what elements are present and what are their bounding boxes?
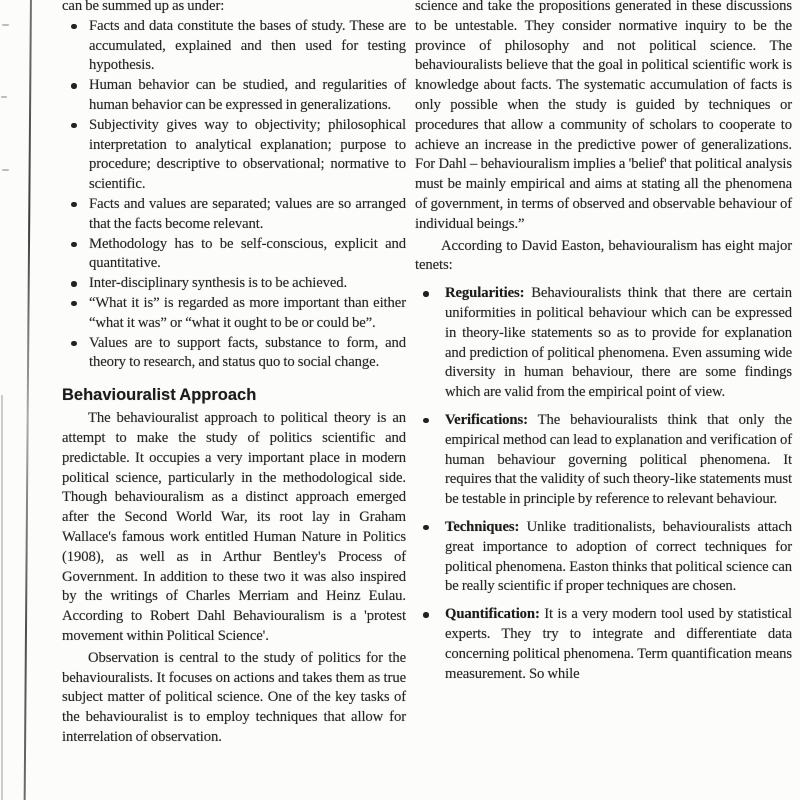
list-item bbox=[62, 235, 406, 275]
bullet-icon bbox=[71, 281, 77, 287]
tenet-text: Unlike traditionalists, behaviouralists attach great importance to adoption of correct techniques for political phenomena. Easton thinks that political science can be really scientific if proper techniques are chosen. bbox=[445, 518, 792, 595]
book-spine-scan-line bbox=[24, 0, 33, 800]
bullet-text: Facts and values are separated; values are so arranged that the facts become relevant. bbox=[89, 195, 406, 232]
list-item bbox=[62, 17, 406, 76]
bullet-text: Facts and data constitute the bases of study. These are accumulated, explained and then used for testing hypothesis. bbox=[89, 17, 406, 74]
list-item bbox=[62, 195, 406, 235]
summary-bullet-list bbox=[62, 17, 406, 373]
bullet-icon bbox=[71, 24, 77, 30]
tenet-term: Techniques: bbox=[445, 518, 520, 535]
list-item bbox=[415, 411, 792, 510]
tenet-term: Quantification: bbox=[445, 606, 540, 623]
intro-line: can be summed up as under: bbox=[62, 0, 225, 14]
bullet-icon bbox=[423, 525, 429, 531]
tenet-text: Behaviouralists think that there are certain uniformities in political behaviour which can be expressed in theory-like statements so as to provide for explanation and prediction of political phenomena. Even assuming wide diversity in human behaviour, there are some findings which are valid from the empirical point of view. bbox=[445, 285, 792, 401]
right-column bbox=[415, 0, 792, 684]
bullet-text: Methodology has to be self-conscious, explicit and quantitative. bbox=[89, 235, 406, 272]
body-paragraph: According to David Easton, behaviouralism has eight major tenets: bbox=[415, 237, 792, 274]
bullet-text: Human behavior can be studied, and regularities of human behavior can be expressed in generalizations. bbox=[89, 77, 406, 113]
scan-artifact-mark bbox=[2, 24, 9, 26]
body-paragraph: The behaviouralist approach to political theory is an attempt to make the study of politics scientific and predictable. It occupies a very important place in modern political science, particularly in the methodological side. Though behaviouralism as a distinct approach emerged after the Second World War, its root lay in Graham Wallace's famous work entitled Human Nature in Politics (1908), as well as in Arthur Bentley's Process of Government. In addition to these two it was also inspired by the writings of Charles Merriam and Heinz Eulau. According to Robert Dahl Behaviouralism is a 'protest movement within Political Science'. bbox=[62, 410, 406, 644]
tenet-text: The behaviouralists think that only the empirical method can lead to explanation and verification of human behaviour governing political phenomena. It requires that the validity of such theory-like statements must be testable in principle by reference to relevant behaviour. bbox=[445, 411, 792, 508]
bullet-icon bbox=[71, 123, 77, 129]
bullet-text: Values are to support facts, substance to form, and theory to research, and status quo to social change. bbox=[89, 334, 406, 371]
left-column bbox=[62, 0, 406, 748]
list-item bbox=[415, 284, 792, 403]
list-item bbox=[62, 116, 406, 195]
list-item bbox=[62, 274, 406, 294]
list-item bbox=[62, 294, 406, 334]
page-edge-scan-line bbox=[1, 395, 3, 800]
bullet-text: Inter-disciplinary synthesis is to be achieved. bbox=[89, 275, 348, 292]
tenet-term: Regularities: bbox=[445, 285, 525, 302]
bullet-icon bbox=[71, 341, 77, 347]
bullet-icon bbox=[71, 301, 77, 307]
scan-artifact-mark bbox=[1, 96, 7, 98]
bullet-icon bbox=[71, 202, 77, 208]
tenet-term: Verifications: bbox=[445, 411, 528, 428]
bullet-icon bbox=[71, 83, 77, 89]
tenets-bullet-list bbox=[415, 284, 792, 684]
bullet-text: Subjectivity gives way to objectivity; philosophical interpretation to analytical explanation; purpose to procedure; descriptive to observational; normative to scientific. bbox=[89, 116, 406, 193]
bullet-icon bbox=[423, 418, 429, 424]
bullet-icon bbox=[71, 242, 77, 248]
list-item bbox=[62, 334, 406, 374]
bullet-text: “What it is” is regarded as more important than either “what it was” or “what it ought to be or could be”. bbox=[89, 294, 406, 331]
scan-artifact-mark bbox=[2, 169, 9, 171]
list-item bbox=[62, 76, 406, 116]
body-paragraph: Observation is central to the study of politics for the behaviouralists. It focuses on actions and takes them as true subject matter of political science. One of the key tasks of the behaviouralist is to employ techniques that allow for interrelation of observation. bbox=[62, 649, 406, 745]
list-item bbox=[415, 518, 792, 597]
bullet-icon bbox=[423, 291, 429, 297]
tenet-text: It is a very modern tool used by statistical experts. They try to integrate and differentiate data concerning political phenomena. Term quantification means measurement. So while bbox=[445, 606, 792, 682]
section-heading: Behaviouralist Approach bbox=[62, 386, 257, 405]
body-paragraph: science and take the propositions generated in these discussions to be untestable. They consider normative inquiry to be the province of philosophy and not political science. The behaviouralists believe that the goal in political scientific work is knowledge about facts. The systematic accumulation of facts is only possible when the study is guided by techniques or procedures that allow a community of scholars to cooperate to achieve an increase in the predictive power of generalizations. For Dahl – behaviouralism implies a 'belief' that political analysis must be mainly empirical and aims at stating all the phenomena of government, in terms of observed and observable behaviour of individual beings.” bbox=[415, 0, 792, 232]
list-item bbox=[415, 605, 792, 684]
bullet-icon bbox=[423, 612, 429, 618]
